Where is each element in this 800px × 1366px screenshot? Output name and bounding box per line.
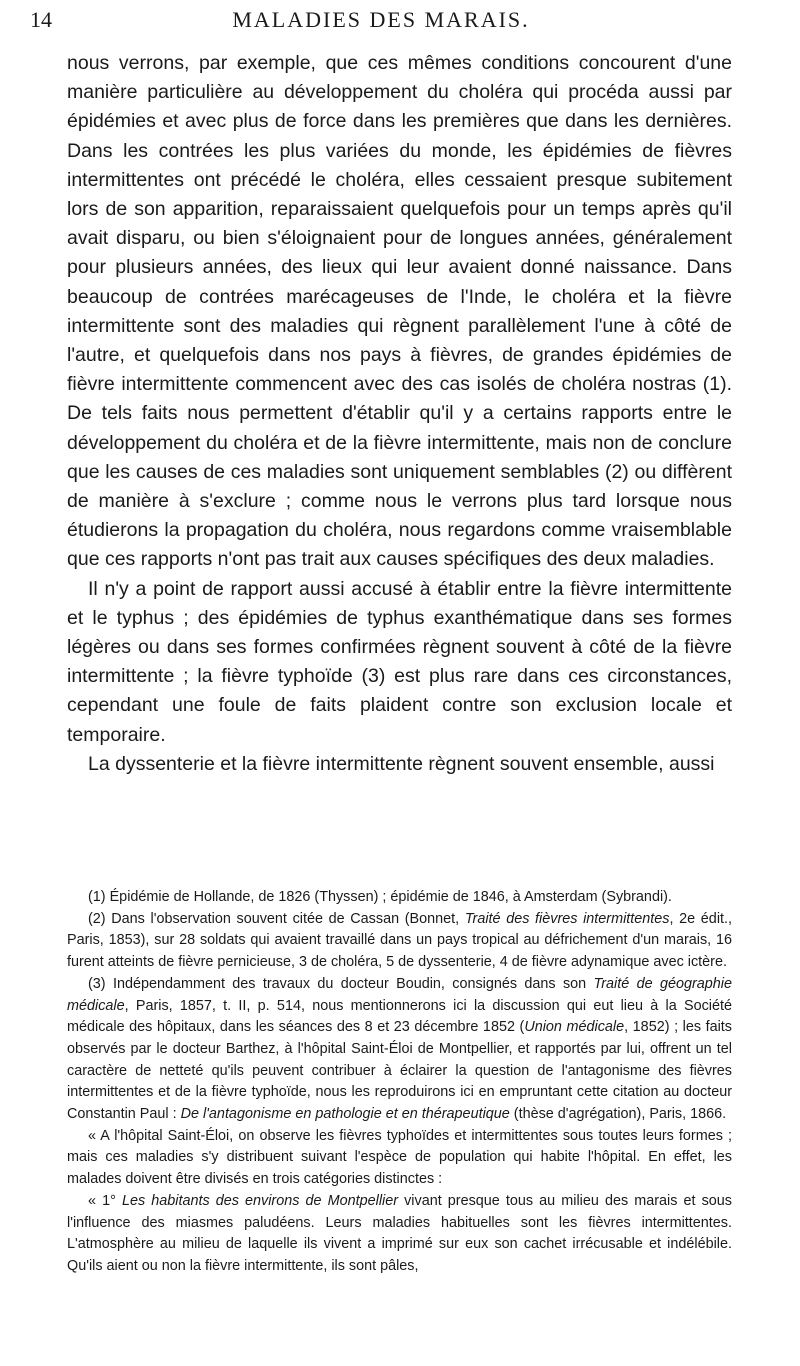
footnote-2-rest: , 2e édit., Paris, 1853), sur 28 soldats qui avaient travaillé dans un pays tropical au défrichement d'un marais, 16 furent atteints de fièvre pernicieuse, 3 de choléra, 5 de dyssenterie, 4 de fièvre adynamique avec ictère. — [67, 910, 733, 971]
paragraph-cholera: nous verrons, par exemple, que ces mêmes conditions concourent d'une manière particulière au développement du choléra qui procéda aussi par épidémies et avec plus de force dans les premières que dans les dernières. Dans les contrées les plus variées du monde, les épidémies de fièvres intermittentes ont précédé le choléra, elles cessaient presque subitement lors de son apparition, reparaissaient quelquefois pour un temps après qu'il avait disparu, ou bien s'éloignaient pour de longues années, généralement pour plusieurs années, des lieux qui leur avaient donné naissance. Dans beaucoup de contrées marécageuses de l'Inde, le choléra et la fièvre intermittente sont des maladies qui règnent parallèlement l'une à côté de l'autre, et quelquefois dans nos pays à fièvres, de grandes épidémies de fièvre intermittente commencent avec des cas isolés de choléra nostras (1). De tels faits nous permettent d'établir qu'il y a certains rapports entre le développement du choléra et de la fièvre intermittente, mais non de conclure que les causes de ces maladies sont uniquement semblables (2) ou diffèrent de manière à s'exclure ; comme nous le verrons plus tard lorsque nous étudierons la propagation du choléra, nous regardons comme vraisemblable que ces rapports n'ont pas trait aux causes spécifiques des deux maladies. — [67, 52, 732, 571]
page-header — [30, 4, 732, 44]
footnote-2-text: (2) Dans l'observation souvent citée de Cassan (Bonnet, — [88, 910, 465, 927]
footnote-3-title: Traité de géographie médicale — [67, 975, 732, 1014]
footnote-3-quote-2 — [67, 1191, 732, 1278]
footnote-3-quote-1: « A l'hôpital Saint-Éloi, on observe les fièvres typhoïdes et intermittentes sous toutes leurs formes ; mais ces maladies s'y distribuent suivant l'espèce de population qui habite l'hôpital. En effet, les malades doivent être divisés en trois catégories distinctes : — [67, 1127, 732, 1188]
main-text — [67, 49, 732, 779]
footnote-3-text-3: , 1852) ; les faits observés par le docteur Barthez, à l'hôpital Saint-Éloi de Montpellier, et rapportés par lui, offrent un tel caractère de netteté qu'ils peuvent contribuer à éclairer la question de l'antagonisme des fièvres intermittentes et de la fièvre typhoïde, nous les reproduirons ici en empruntant cette citation au docteur Constantin Paul : — [67, 1019, 733, 1123]
quote-2-number: « 1° — [88, 1192, 122, 1209]
paragraph-typhus: Il n'y a point de rapport aussi accusé à établir entre la fièvre intermittente et le typhus ; des épidémies de typhus exanthématique dans ses formes légères ou dans ses formes confirmées règnent souvent à côté de la fièvre intermittente ; la fièvre typhoïde (3) est plus rare dans ces circonstances, cependant une foule de faits plaident contre son exclusion locale et temporaire. — [67, 577, 732, 746]
footnote-1: (1) Épidémie de Hollande, de 1826 (Thyssen) ; épidémie de 1846, à Amsterdam (Sybrandi). — [88, 889, 672, 905]
footnote-3-journal: Union médicale — [524, 1019, 625, 1036]
footnote-3 — [67, 974, 732, 1126]
running-head: MALADIES DES MARAIS. — [232, 7, 530, 32]
quote-2-heading: Les habitants des environs de Montpellier — [121, 1192, 399, 1209]
footnote-2 — [67, 909, 732, 974]
footnotes — [67, 887, 732, 1278]
footnote-3-text-4: (thèse d'agrégation), Paris, 1866. — [509, 1106, 727, 1123]
footnote-3-thesis-title: De l'antagonisme en pathologie et en thérapeutique — [180, 1106, 510, 1123]
footnote-3-text-2: , Paris, 1857, t. II, p. 514, nous mentionnerons ici la discussion qui eut lieu à la Société médicale des hôpitaux, dans les séances des 8 et 23 décembre 1852 ( — [67, 997, 732, 1036]
footnote-2-title: Traité des fièvres intermittentes — [464, 910, 670, 927]
quote-2-text: vivant presque tous au milieu des marais et sous l'influence des miasmes paludéens. Leurs maladies habituelles sont les fièvres intermittentes. L'atmosphère au milieu de laquelle ils vivent a imprimé sur eux son cachet irrécusable et indélébile. Qu'ils aient ou non la fièvre intermittente, ils sont pâles, — [67, 1192, 733, 1274]
paragraph-dysentery: La dyssenterie et la fièvre intermittente règnent souvent ensemble, aussi — [88, 752, 715, 775]
footnote-3-text: (3) Indépendamment des travaux du docteur Boudin, consignés dans son — [88, 975, 594, 992]
page-number: 14 — [30, 7, 52, 32]
